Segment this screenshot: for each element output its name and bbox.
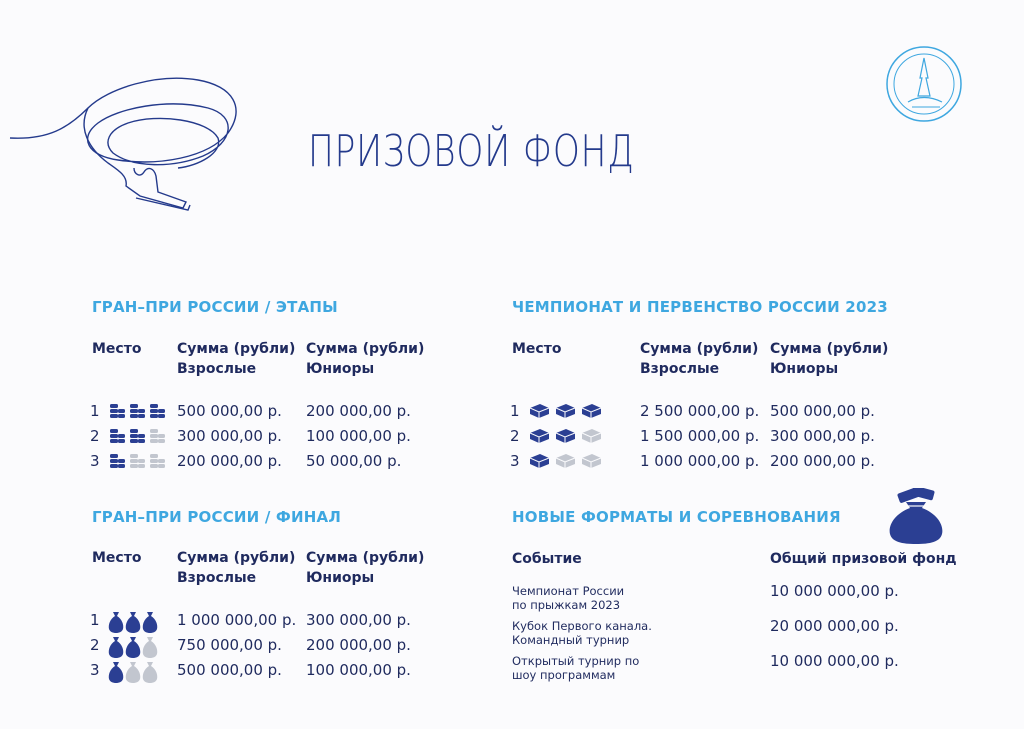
place-number: 2 — [90, 427, 100, 445]
money-bags-icon — [108, 611, 124, 633]
coin-stack-icon — [148, 427, 166, 445]
place-number: 3 — [90, 661, 100, 679]
money-bags-icon — [142, 661, 158, 683]
table-row — [90, 658, 426, 683]
table-row — [510, 449, 890, 474]
column-header-adult-line2: Взрослые — [640, 361, 720, 377]
banknote-bundle-icon — [528, 452, 550, 470]
banknote-bundle-icon-group — [528, 452, 602, 470]
place-number: 2 — [510, 427, 520, 445]
column-header-junior-line1: Сумма (рубли) — [306, 341, 425, 357]
federation-emblem-icon — [884, 44, 964, 124]
coin-stack-icon-group — [108, 427, 166, 445]
section-heading-new-formats: НОВЫЕ ФОРМАТЫ И СОРЕВНОВАНИЯ — [512, 508, 841, 526]
coin-stack-icon — [108, 427, 126, 445]
banknote-bundle-icon — [528, 402, 550, 420]
coin-stack-icon — [148, 402, 166, 420]
column-header-junior-line2: Юниоры — [770, 361, 839, 377]
money-sack-icon — [886, 488, 946, 544]
adult-prize: 2 500 000,00 р. — [640, 402, 760, 420]
column-header-adult-line2: Взрослые — [177, 570, 257, 586]
coin-stack-icon — [148, 452, 166, 470]
event-name-line2: по прыжкам 2023 — [512, 598, 621, 612]
money-bags-icon — [125, 661, 141, 683]
place-number: 1 — [90, 402, 100, 420]
table-row — [510, 424, 890, 449]
page-title: ПРИЗОВОЙ ФОНД — [308, 126, 635, 177]
total-prize: 20 000 000,00 р. — [770, 617, 899, 635]
money-bags-icon — [142, 611, 158, 633]
event-name-line1: Открытый турнир по — [512, 654, 640, 668]
place-number: 2 — [90, 636, 100, 654]
total-prize: 10 000 000,00 р. — [770, 582, 899, 600]
banknote-bundle-icon-group — [528, 402, 602, 420]
column-header-adult — [177, 339, 295, 379]
column-header-place: Место — [92, 550, 142, 566]
column-header-adult-line1: Сумма (рубли) — [177, 341, 296, 357]
column-header-adult — [177, 548, 295, 588]
adult-prize: 200 000,00 р. — [177, 452, 282, 470]
banknote-bundle-icon — [528, 427, 550, 445]
column-header-junior-line1: Сумма (рубли) — [306, 550, 425, 566]
column-header-total: Общий призовой фонд — [770, 551, 957, 567]
coin-stack-icon — [108, 452, 126, 470]
banknote-bundle-icon — [554, 427, 576, 445]
banknote-bundle-icon — [580, 427, 602, 445]
place-number: 1 — [90, 611, 100, 629]
junior-prize: 100 000,00 р. — [306, 661, 411, 679]
junior-prize: 500 000,00 р. — [770, 402, 875, 420]
column-header-junior-line2: Юниоры — [306, 570, 375, 586]
coin-stack-icon — [128, 452, 146, 470]
column-header-junior — [306, 339, 424, 379]
adult-prize: 750 000,00 р. — [177, 636, 282, 654]
event-name-line2: Командный турнир — [512, 633, 630, 647]
event-name — [512, 619, 652, 647]
section-heading-gp-stages: ГРАН–ПРИ РОССИИ / ЭТАПЫ — [92, 298, 338, 316]
money-bags-icon — [125, 636, 141, 658]
adult-prize: 500 000,00 р. — [177, 402, 282, 420]
money-bags-icon — [108, 636, 124, 658]
banknote-bundle-icon — [554, 452, 576, 470]
place-number: 3 — [90, 452, 100, 470]
table-row — [90, 424, 426, 449]
money-bags-icon-group — [108, 661, 158, 683]
junior-prize: 200 000,00 р. — [770, 452, 875, 470]
junior-prize: 100 000,00 р. — [306, 427, 411, 445]
coin-stack-icon-group — [108, 402, 166, 420]
section-heading-championship: ЧЕМПИОНАТ И ПЕРВЕНСТВО РОССИИ 2023 — [512, 298, 888, 316]
money-bags-icon — [142, 636, 158, 658]
column-header-adult-line1: Сумма (рубли) — [177, 550, 296, 566]
column-header-junior-line1: Сумма (рубли) — [770, 341, 889, 357]
table-row — [90, 608, 426, 633]
coin-stack-icon — [128, 402, 146, 420]
banknote-bundle-icon — [580, 402, 602, 420]
column-header-adult-line2: Взрослые — [177, 361, 257, 377]
adult-prize: 300 000,00 р. — [177, 427, 282, 445]
adult-prize: 1 000 000,00 р. — [177, 611, 297, 629]
junior-prize: 200 000,00 р. — [306, 402, 411, 420]
junior-prize: 300 000,00 р. — [770, 427, 875, 445]
junior-prize: 300 000,00 р. — [306, 611, 411, 629]
adult-prize: 500 000,00 р. — [177, 661, 282, 679]
banknote-bundle-icon — [580, 452, 602, 470]
table-row — [90, 633, 426, 658]
banknote-bundle-icon-group — [528, 427, 602, 445]
table-row — [510, 399, 890, 424]
column-header-junior — [770, 339, 888, 379]
place-number: 3 — [510, 452, 520, 470]
column-header-place: Место — [512, 341, 562, 357]
section-heading-gp-final: ГРАН–ПРИ РОССИИ / ФИНАЛ — [92, 508, 341, 526]
junior-prize: 50 000,00 р. — [306, 452, 402, 470]
total-prize: 10 000 000,00 р. — [770, 652, 899, 670]
coin-stack-icon-group — [108, 452, 166, 470]
skate-line-drawing — [8, 68, 248, 218]
column-header-event: Событие — [512, 551, 582, 567]
money-bags-icon-group — [108, 636, 158, 658]
event-name-line2: шоу программам — [512, 668, 616, 682]
table-row — [90, 399, 426, 424]
table-row — [90, 449, 426, 474]
column-header-junior-line2: Юниоры — [306, 361, 375, 377]
event-name-line1: Кубок Первого канала. — [512, 619, 652, 633]
column-header-place: Место — [92, 341, 142, 357]
money-bags-icon — [108, 661, 124, 683]
adult-prize: 1 500 000,00 р. — [640, 427, 760, 445]
coin-stack-icon — [128, 427, 146, 445]
junior-prize: 200 000,00 р. — [306, 636, 411, 654]
event-name-line1: Чемпионат России — [512, 584, 625, 598]
money-bags-icon — [125, 611, 141, 633]
column-header-adult-line1: Сумма (рубли) — [640, 341, 759, 357]
coin-stack-icon — [108, 402, 126, 420]
event-name — [512, 584, 624, 612]
place-number: 1 — [510, 402, 520, 420]
banknote-bundle-icon — [554, 402, 576, 420]
column-header-adult — [640, 339, 758, 379]
event-name — [512, 654, 639, 682]
money-bags-icon-group — [108, 611, 158, 633]
adult-prize: 1 000 000,00 р. — [640, 452, 760, 470]
column-header-junior — [306, 548, 424, 588]
